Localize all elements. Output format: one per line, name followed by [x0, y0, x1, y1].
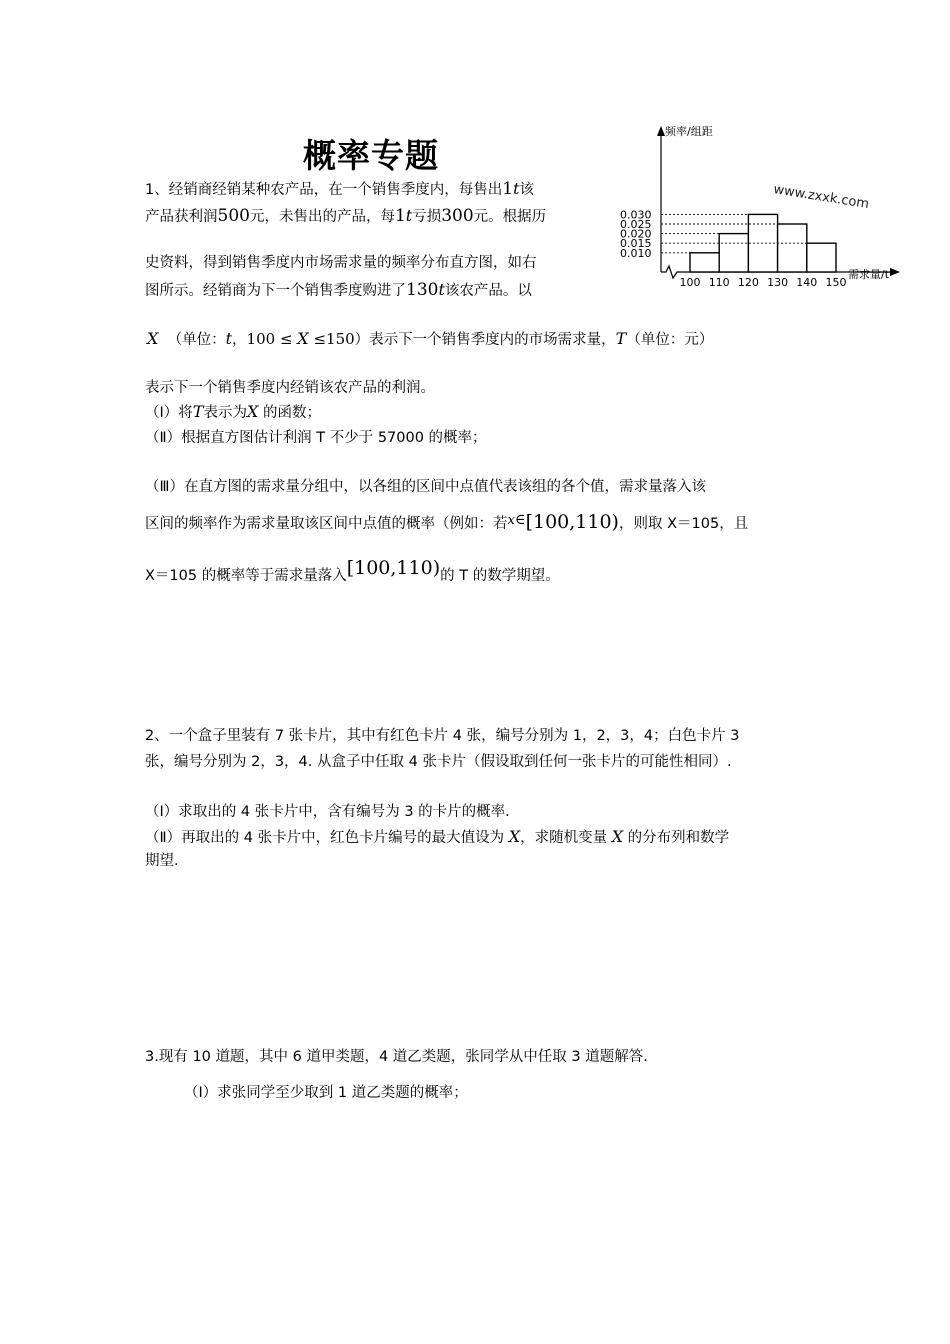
math-interval: [100,110) [525, 511, 619, 533]
x-tick-label: 140 [796, 276, 818, 289]
math-var: T [192, 402, 204, 421]
p2-question-2 [145, 827, 729, 848]
math-value: 1 [394, 206, 406, 226]
y-axis-label: 频率/组距 [665, 125, 713, 138]
math-var: X [508, 827, 521, 846]
histogram-bar [778, 224, 807, 272]
math-symbol: ∈ [514, 512, 526, 528]
text: 产品获利润 [145, 209, 218, 225]
p1-line-2 [145, 206, 546, 227]
text: 亏损 [412, 209, 442, 225]
text: （单位：元） [626, 332, 714, 348]
p2-line-1: 2、一个盒子里装有 7 张卡片，其中有红色卡片 4 张，编号分别为 1，2，3，4；白色卡片 3 [145, 728, 740, 744]
p1-question-3-line-3 [145, 558, 560, 586]
p1-line-3: 史资料，得到销售季度内市场需求量的频率分布直方图，如右 [145, 255, 537, 271]
math-interval: [100,110) [346, 557, 441, 579]
p1-line-1 [145, 179, 534, 200]
math-var: X [147, 329, 159, 348]
math-value: 1 [502, 179, 514, 199]
p1-line-6: 表示下一个销售季度内经销该农产品的利润。 [145, 380, 435, 396]
text: 该 [519, 182, 534, 198]
y-axis-arrow [657, 126, 665, 136]
text: 的 T 的数学期望。 [440, 568, 560, 584]
text: 元。根据历 [473, 209, 547, 225]
p1-question-3-line-2 [145, 510, 748, 534]
math-var: X [246, 402, 259, 421]
y-tick-label: 0.025 [620, 218, 652, 231]
x-tick-label: 120 [737, 276, 759, 289]
p3-question-1: （I）求张同学至少取到 1 道乙类题的概率； [184, 1085, 468, 1101]
x-tick-label: 130 [767, 276, 789, 289]
text: ，求随机变量 [520, 830, 612, 846]
text: X＝105 的概率等于需求量落入 [145, 568, 347, 584]
math-var: x [507, 513, 515, 528]
y-tick-label: 0.015 [620, 237, 652, 251]
y-tick-label: 0.020 [620, 227, 652, 241]
p1-line-4 [145, 280, 532, 301]
p2-line-4: 期望. [145, 853, 179, 869]
math-value: 500 [217, 206, 250, 226]
text: 该农产品。以 [444, 283, 532, 299]
histogram-bar [719, 234, 748, 272]
math-range: ≤150 [308, 330, 355, 348]
p1-question-2: （Ⅱ）根据直方图估计利润 T 不少于 57000 的概率； [145, 430, 487, 446]
x-axis-arrow [890, 268, 900, 276]
x-tick-label: 100 [679, 276, 701, 289]
text: 图所示。经销商为下一个销售季度购进了 [145, 283, 406, 299]
math-unit: t [405, 206, 413, 225]
p1-question-3-line-1: （Ⅲ）在直方图的需求量分组中，以各组的区间中点值代表该组的各个值，需求量落入该 [145, 479, 706, 495]
math-unit: t [513, 179, 520, 198]
histogram-bar [807, 243, 836, 272]
math-range: 100 ≤ [246, 330, 298, 348]
math-var: X [611, 827, 624, 846]
p3-line-1: 3.现有 10 道题，其中 6 道甲类题，4 道乙类题，张同学从中任取 3 道题解答. [145, 1049, 648, 1065]
p1-question-1 [145, 402, 321, 423]
histogram-bar [690, 253, 719, 272]
math-value: 130 [406, 280, 439, 300]
x-axis-label: 需求量/t [848, 268, 890, 281]
x-tick-label: 150 [825, 276, 847, 289]
text: （单位： [167, 332, 226, 348]
text: 区间的频率作为需求量取该区间中点值的概率（例如：若 [145, 516, 508, 532]
math-unit: t [225, 329, 233, 348]
p2-line-2: 张，编号分别为 2，3，4. 从盒子中任取 4 张卡片（假设取到任何一张卡片的可能性相同）. [145, 754, 732, 770]
x-tick-label: 110 [708, 276, 730, 289]
page-title: 概率专题 [303, 136, 439, 175]
text: 表示为 [203, 405, 247, 421]
math-var: X [297, 329, 309, 348]
p1-line-5 [147, 329, 713, 350]
math-var: T [615, 329, 627, 348]
text: ， [232, 332, 247, 348]
text: （Ⅱ）再取出的 4 张卡片中，红色卡片编号的最大值设为 [145, 830, 509, 846]
frequency-histogram [615, 120, 915, 290]
watermark: www.zxxk.com [772, 182, 871, 213]
text: （Ⅰ）将 [145, 405, 193, 421]
text: 的分布列和数学 [623, 830, 730, 846]
math-unit: t [438, 280, 445, 299]
p2-question-1: （Ⅰ）求取出的 4 张卡片中，含有编号为 3 的卡片的概率. [145, 804, 510, 820]
math-value: 300 [441, 206, 474, 226]
text: ，则取 X＝105，且 [618, 516, 749, 532]
y-tick-label: 0.010 [620, 246, 652, 260]
text: 1、经销商经销某种农产品，在一个销售季度内，每售出 [145, 182, 503, 198]
text: ）表示下一个销售季度内的市场需求量， [354, 332, 616, 348]
text: 元，未售出的产品，每 [249, 209, 395, 225]
text: 的函数； [262, 405, 321, 421]
y-tick-label: 0.030 [620, 208, 652, 222]
